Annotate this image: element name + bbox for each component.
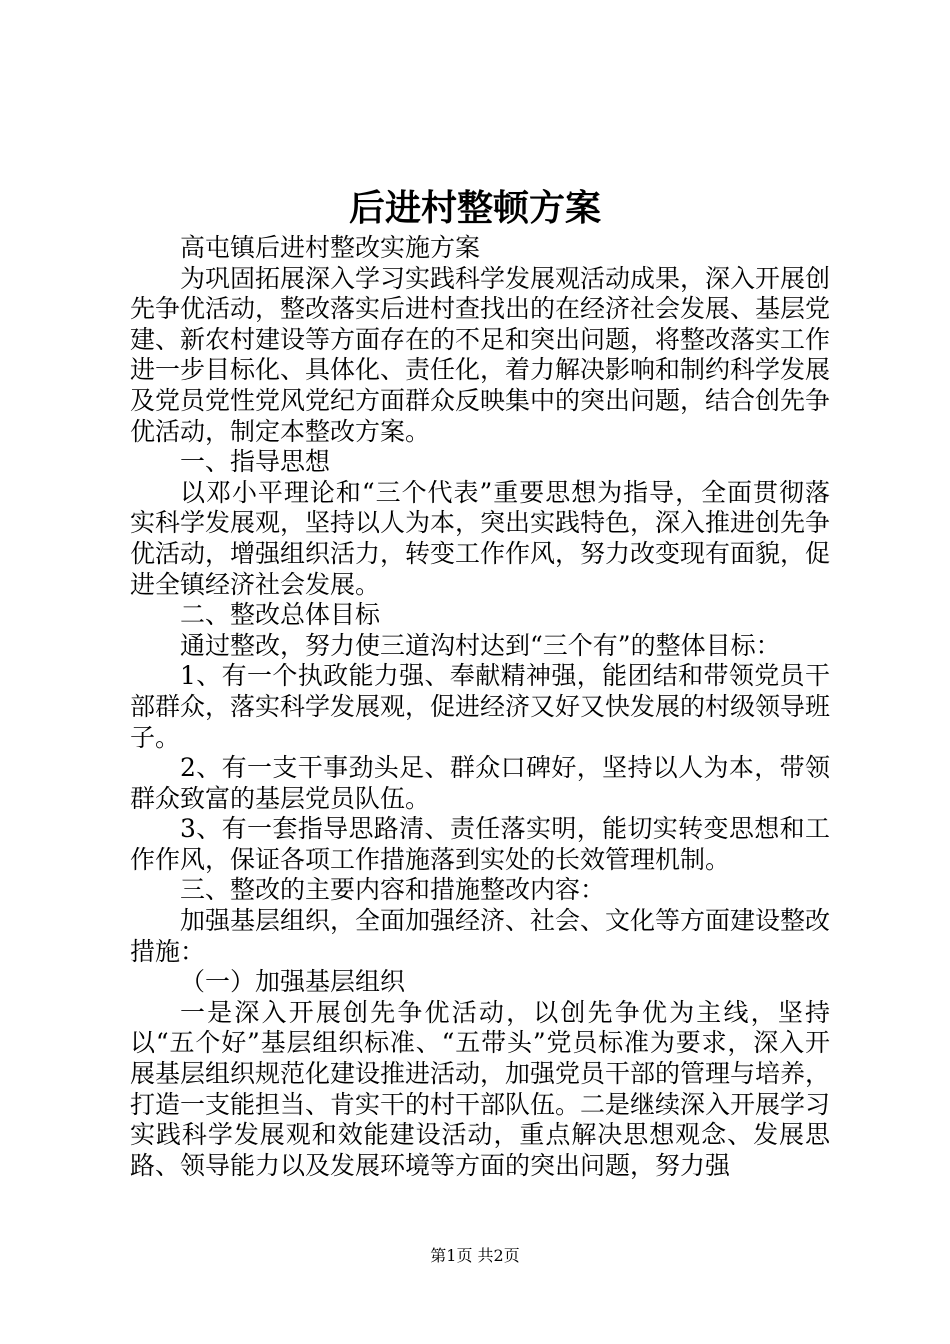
section-heading-guiding-thought: 一、指导思想 <box>180 447 331 477</box>
paragraph-subtitle: 高屯镇后进村整改实施方案 <box>180 233 481 262</box>
list-item-goal-3: 3、有一套指导思路清、责任落实明，能切实转变思想和工作作风，保证各项工作措施落到实处的长效管理机制。 <box>130 814 830 874</box>
list-item-goal-2: 2、有一支干事劲头足、群众口碑好，坚持以人为本，带领群众致富的基层党员队伍。 <box>130 753 830 813</box>
page-title: 后进村整顿方案 <box>348 187 601 229</box>
section-heading-main-content: 三、整改的主要内容和措施整改内容： <box>180 875 606 905</box>
list-item-goal-1: 1、有一个执政能力强、奉献精神强，能团结和带领党员干部群众，落实科学发展观，促进经济又好又快发展的村级领导班子。 <box>130 661 831 752</box>
section-heading-overall-goal: 二、整改总体目标 <box>180 600 381 630</box>
paragraph-grassroots: 一是深入开展创先争优活动，以创先争优为主线，坚持以“五个好”基层组织标准、“五带头”党员标准为要求，深入开展基层组织规范化建设推进活动，加强党员干部的管理与培养，打造一支能担当、肯实干的村干部队伍。二是继续深入开展学习实践科学发展观和效能建设活动，重点解决思想观念、发展思路、领导能力以及发展环境等方面的突出问题，努力强 <box>130 997 831 1180</box>
paragraph-overall-goal: 通过整改，努力使三道沟村达到“三个有”的整体目标： <box>180 630 781 660</box>
paragraph-guiding-thought: 以邓小平理论和“三个代表”重要思想为指导，全面贯彻落实科学发展观，坚持以人为本，突出实践特色，深入推进创先争优活动，增强组织活力，转变工作作风，努力改变现有面貌，促进全镇经济社会发展。 <box>130 477 831 599</box>
page-footer: 第1页 共2页 <box>430 1246 520 1265</box>
document-body <box>130 233 830 1181</box>
paragraph-main-content: 加强基层组织，全面加强经济、社会、文化等方面建设整改措施： <box>130 906 831 966</box>
paragraph-intro: 为巩固拓展深入学习实践科学发展观活动成果，深入开展创先争优活动，整改落实后进村查找出的在经济社会发展、基层党建、新农村建设等方面存在的不足和突出问题，将整改落实工作进一步目标化、具体化、责任化，着力解决影响和制约科学发展及党员党性党风党纪方面群众反映集中的突出问题，结合创先争优活动，制定本整改方案。 <box>130 263 831 446</box>
subsection-heading-grassroots: （一）加强基层组织 <box>180 967 406 997</box>
